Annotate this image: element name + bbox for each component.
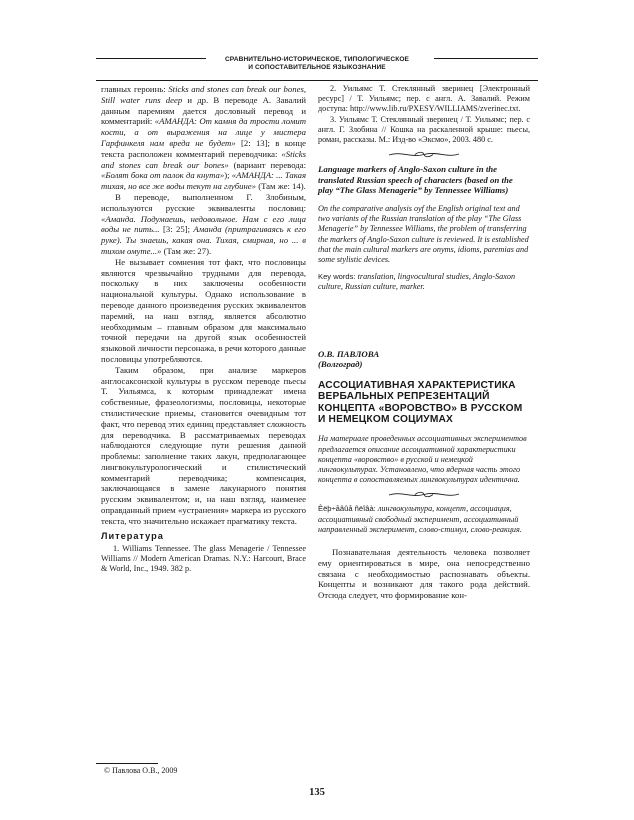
running-header: [96, 56, 538, 72]
reference-1: 1. Williams Tennessee. The glass Menagerie / Tennessee Williams // Modern American Dramas. N.Y.: Harcourt, Brace & World, Inc., 1949. 382 p.: [101, 543, 306, 574]
header-rule-left: [96, 58, 206, 59]
russian-keywords-text: лингвокультура, концепт, ассоциация, ассоциативный свободный эксперимент, ассоциативный направленный эксперимент, слово-стимул, слово-реакция.: [318, 504, 522, 534]
italic-run: «Sticks and stones can break our bones»: [101, 148, 306, 170]
left-paragraph-3: Не вызывает сомнения тот факт, что пословицы являются чрезвычайно трудными для перевода, поскольку в них заключены особенности национальной культуры. Однако использование в переводе данного произведения русских эквивалентов паремий, на наш взгляд, является абсолютно необходимым – главным образом для максимально точной передачи на другой язык особенностей языковой личности персонажа, в речи которого данные пословицы употребляются.: [101, 256, 306, 364]
left-paragraph-2: [101, 192, 306, 257]
right-column: [318, 84, 530, 601]
text-run: главных героинь:: [101, 84, 169, 94]
english-keywords-label: Key words:: [318, 272, 356, 282]
text-run: [2: 13]; в конце текста расположен комментарий переводчика:: [101, 137, 306, 159]
left-paragraph-1: [101, 84, 306, 192]
copyright-note: © Павлова О.В., 2009: [104, 766, 178, 775]
header-rule-right: [434, 58, 538, 59]
header-bottom-rule: [96, 80, 538, 81]
footnote-rule: [96, 763, 158, 764]
left-column: [101, 84, 306, 574]
text-run: и др. В переводе А. Завалий данным паремиям дается дословный перевод и комментарий:: [101, 94, 307, 127]
text-run: В переводе, выполненном Г. Злобиным, используются русские эквиваленты пословиц:: [101, 191, 306, 213]
english-keywords-text: translation, lingvocultural studies, Anglo-Saxon culture, Russian culture, marker.: [318, 272, 516, 292]
ornament-divider-1: [387, 150, 461, 159]
italic-run: Аманда (притрагиваясь к его руке). Ты знаешь, какая она. Тихая, смирная, но ... в тихом омуте...»: [101, 224, 307, 256]
article-body-start: Познавательная деятельность человека позволяет ему ориентироваться в мире, она непосредственно связана с необходимостью распознавать объекты. Концепты и возникают для такого рода действий. Отсюда следует, что формирование кон-: [318, 547, 530, 601]
russian-keywords: [318, 504, 530, 535]
reference-3: 3. Уильямс Т. Стеклянный зверинец / Т. Уильямс; пер. с англ. Г. Злобина // Кошка на раскаленной крыше: пьесы, роман, рассказы. М.: Изд-во «Эксмо», 2003. 480 с.: [318, 114, 530, 145]
page-number: 135: [309, 787, 325, 798]
author-city: (Волгоград): [318, 359, 363, 370]
english-abstract: On the comparative analysis oyf the English original text and two variants of the Russian translation of the play “The Glass Menagerie” by Tennessee Williams, the problem of transferring the markers of Anglo-Saxon culture is reviewed. It is established that the main cultural markers are onyms, idioms, paremias and some stylistic devices.: [318, 204, 529, 265]
english-article-title: Language markers of Anglo-Saxon culture in the translated Russian speech of characters (based on the play “The Glass Menagerie” by Tennessee Williams): [318, 164, 513, 196]
italic-run: «АМАНДА: От камня да трости ломит кости, а от выражения на лице у мистера Гарфинкеля нам вреда не будет»: [101, 116, 306, 148]
text-run: (Там же: 14).: [256, 181, 306, 192]
russian-abstract: На материале проведенных ассоциативных экспериментов предлагается описание ассоциативной характеристики концепта «воровство» в русской и немецкой лингвокультурах. Установлено, что ядерная часть этого концепта в сопоставляемых лингвокультурах идентична.: [318, 434, 527, 485]
left-paragraph-4: Таким образом, при анализе маркеров англосаксонской культуры в русском переводе пьесы Т. Уильямса, к которым принадлежат имена собственные, фразеологизмы, пословицы, некоторые стилистические приемы, становится очевидным тот факт, что перевод этих единиц представляет сложность для переводчика. В рассматриваемых переводах наблюдаются следующие пути решения данной проблемы: заполнение таких лакун, предполагающее лингвокультурологический и стилистический комментарий переводчика; компенсация, заключающаяся в замене лакунарного понятия русским эквивалентом; и, на наш взгляд, наименее оправданный прием «устранения» маркера из русского текста, что значительно искажает прагматику текста.: [101, 364, 306, 526]
text-run: (вариант перевода:: [228, 159, 306, 170]
literature-heading: Литература: [101, 530, 164, 541]
text-run: [3: 25];: [159, 224, 194, 235]
italic-run: «Аманда. Подумаешь, недовольное. Нам с его лица воды не пить...: [101, 213, 306, 235]
russian-keywords-label: Êëþ÷åâûå ñëîâà:: [318, 504, 376, 514]
header-line-1: СРАВНИТЕЛЬНО-ИСТОРИЧЕСКОЕ, ТИПОЛОГИЧЕСКОЕ: [224, 56, 410, 63]
english-keywords: [318, 272, 530, 292]
reference-2: 2. Уильямс Т. Стеклянный зверинец [Электронный ресурс] / Т. Уильямс; пер. с англ. А. Завалий. Режим доступа: http://www.lib.ru/PXESY/WILLIAMS/zverinec.txt.: [318, 84, 530, 114]
italic-run: «АМАНДА: ... Такая тихая, но все же воды текут на глубине»: [101, 170, 306, 192]
header-line-2: И СОПОСТАВИТЕЛЬНОЕ ЯЗЫКОЗНАНИЕ: [248, 64, 386, 71]
author-name: О.В. ПАВЛОВА: [318, 348, 380, 359]
text-run: );: [224, 170, 232, 181]
italic-run: «Болят бока от палок да кнута»: [101, 170, 225, 181]
russian-article-title: АССОЦИАТИВНАЯ ХАРАКТЕРИСТИКА ВЕРБАЛЬНЫХ РЕПРЕЗЕНТАЦИЙ КОНЦЕПТА «ВОРОВСТВО» В РУССКОМ И НЕМЕЦКОМ СОЦИУМАХ: [318, 379, 523, 426]
ornament-divider-2: [387, 490, 461, 499]
text-run: (Там же: 27).: [161, 245, 212, 256]
italic-run: Sticks and stones can break our bones, Still water runs deep: [101, 84, 306, 105]
